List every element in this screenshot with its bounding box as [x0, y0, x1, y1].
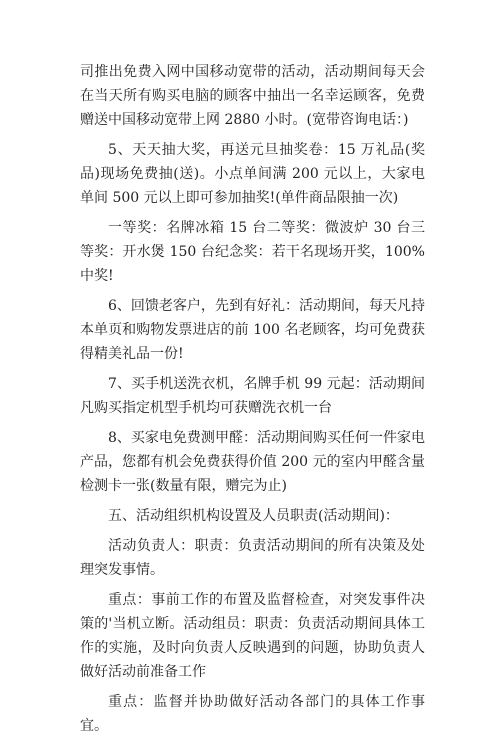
document-body — [80, 60, 425, 744]
paragraph-formaldehyde-test: 8、买家电免费测甲醛：活动期间购买任何一件家电产品，您都有机会免费获得价值 200 元的室内甲醛含量检测卡一张(数量有限，赠完为止) — [80, 430, 425, 494]
paragraph-key-points-supervision: 重点：监督并协助做好活动各部门的具体工作事宜。 — [80, 694, 425, 734]
paragraph-daily-lottery: 5、天天抽大奖，再送元旦抽奖卷：15 万礼品(奖品)现场免费抽(送)。小点单间满 200 元以上，大家电单间 500 元以上即可参加抽奖!(单件商品限抽一次) — [80, 142, 425, 206]
paragraph-loyal-customers: 6、回馈老客户，先到有好礼：活动期间，每天凡持本单页和购物发票进店的前 100 名老顾客，均可免费获得精美礼品一份! — [80, 298, 425, 362]
paragraph-activity-lead: 活动负责人：职责：负责活动期间的所有决策及处理突发事情。 — [80, 538, 425, 578]
paragraph-key-points-members: 重点：事前工作的布置及监督检查，对突发事件决策的'当机立断。活动组员：职责：负责活动期间具体工作的实施，及时向负责人反映遇到的问题，协助负责人做好活动前准备工作 — [80, 592, 425, 680]
paragraph-phone-washer: 7、买手机送洗衣机，名牌手机 99 元起：活动期间凡购买指定机型手机均可获赠洗衣机一台 — [80, 376, 425, 416]
paragraph-broadband-promo: 司推出免费入网中国移动宽带的活动，活动期间每天会在当天所有购买电脑的顾客中抽出一名幸运顾客，免费赠送中国移动宽带上网 2880 小时。(宽带咨询电话：) — [80, 64, 425, 128]
paragraph-prize-tiers: 一等奖：名牌冰箱 15 台二等奖：微波炉 30 台三等奖：开水煲 150 台纪念奖：若干名现场开奖，100%中奖! — [80, 220, 425, 284]
section-heading-organization: 五、活动组织机构设置及人员职责(活动期间)： — [108, 508, 399, 524]
